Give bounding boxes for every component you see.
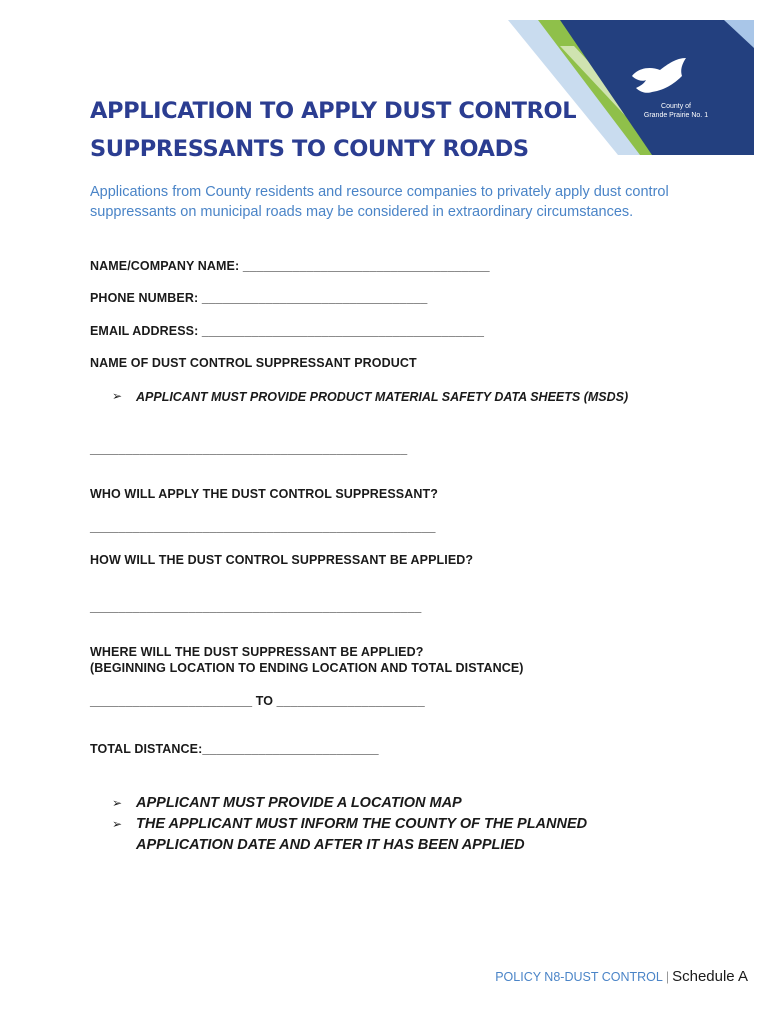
requirement-text: APPLICANT MUST PROVIDE A LOCATION MAP — [136, 795, 462, 811]
intro-paragraph: Applications from County residents and resource companies to privately apply dust control suppressants on municipal roads may be considered in extraordinary circumstances. — [90, 184, 669, 220]
schedule-label: Schedule A — [672, 968, 748, 985]
where-applied-label: WHERE WILL THE DUST SUPPRESSANT BE APPLIED? — [90, 645, 424, 659]
phone-number-field[interactable]: PHONE NUMBER: ________________________________ — [90, 291, 428, 305]
msds-requirement-text: APPLICANT MUST PROVIDE PRODUCT MATERIAL SAFETY DATA SHEETS (MSDS) — [136, 390, 629, 404]
from-to-location-fields[interactable]: _______________________ TO _____________________ — [90, 694, 425, 708]
who-applies-label: WHO WILL APPLY THE DUST CONTROL SUPPRESSANT? — [90, 487, 438, 501]
arrow-bullet-icon: ➢ — [112, 796, 123, 810]
list-item — [112, 795, 672, 816]
product-answer-line[interactable]: _____________________________________________ — [90, 442, 408, 456]
arrow-bullet-icon: ➢ — [112, 817, 123, 831]
arrow-bullet-icon: ➢ — [112, 389, 123, 403]
email-address-field[interactable]: EMAIL ADDRESS: ________________________________________ — [90, 324, 485, 338]
title-line-1: APPLICATION TO APPLY DUST CONTROL — [90, 98, 577, 124]
who-applies-answer-line[interactable]: _________________________________________________ — [90, 520, 436, 534]
title-line-2: SUPPRESSANTS TO COUNTY ROADS — [90, 136, 529, 162]
requirements-list — [112, 795, 672, 858]
footer-separator: | — [665, 970, 670, 984]
where-applied-sublabel: (BEGINNING LOCATION TO ENDING LOCATION AND TOTAL DISTANCE) — [90, 661, 524, 675]
requirement-text: THE APPLICANT MUST INFORM THE COUNTY OF THE PLANNED — [136, 816, 588, 832]
total-distance-field[interactable]: TOTAL DISTANCE:_________________________ — [90, 742, 379, 756]
list-item-continuation — [112, 837, 672, 858]
requirement-text: APPLICATION DATE AND AFTER IT HAS BEEN APPLIED — [136, 837, 525, 853]
logo-line1: County of — [661, 103, 691, 110]
product-name-label: NAME OF DUST CONTROL SUPPRESSANT PRODUCT — [90, 356, 417, 370]
name-company-field[interactable]: NAME/COMPANY NAME: ___________________________________ — [90, 259, 490, 273]
page-title — [90, 92, 610, 168]
logo-line2: Grande Prairie No. 1 — [643, 112, 709, 119]
list-item — [112, 816, 672, 837]
page-footer — [495, 968, 748, 985]
how-applied-label: HOW WILL THE DUST CONTROL SUPPRESSANT BE APPLIED? — [90, 553, 474, 567]
policy-label: POLICY N8-DUST CONTROL — [495, 970, 663, 984]
how-applied-answer-line[interactable]: _______________________________________________ — [90, 600, 422, 614]
